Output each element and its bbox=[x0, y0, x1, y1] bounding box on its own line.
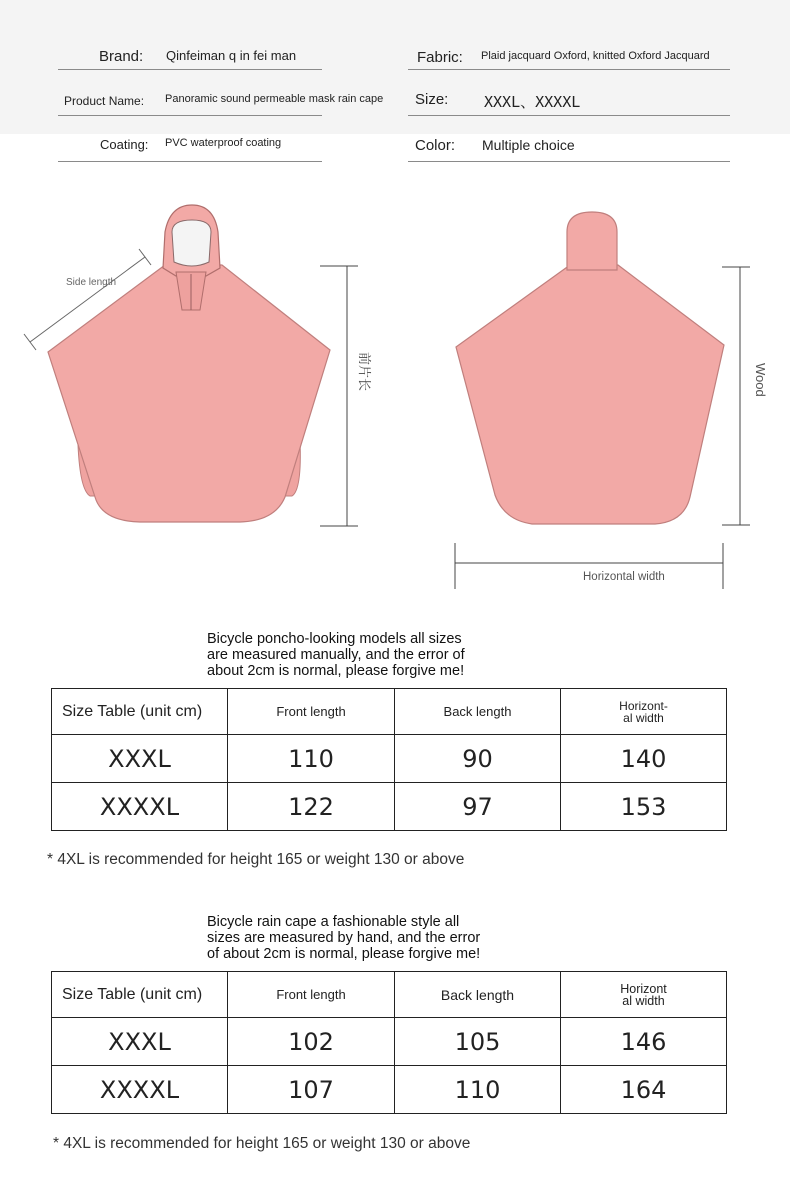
size-table-1 bbox=[51, 688, 727, 831]
table-row bbox=[52, 783, 727, 831]
table2-note-line: Bicycle rain cape a fashionable style all bbox=[207, 914, 460, 930]
front-cape-illustration bbox=[48, 205, 330, 522]
front-length-cell: 102 bbox=[228, 1018, 395, 1066]
header-front-length: Front length bbox=[228, 972, 395, 1018]
table-header-row bbox=[52, 689, 727, 735]
side-length-tick-end bbox=[139, 249, 151, 265]
coating-value: PVC waterproof coating bbox=[165, 137, 282, 149]
table2-footnote: * 4XL is recommended for height 165 or weight 130 or above bbox=[53, 1135, 471, 1152]
header-horizontal-width bbox=[561, 689, 727, 735]
table-header-row bbox=[52, 972, 727, 1018]
side-length-label: Side length bbox=[66, 277, 117, 288]
product-name-value: Panoramic sound permeable mask rain cape bbox=[165, 93, 384, 105]
horizontal-width-label: Horizontal width bbox=[583, 571, 665, 583]
fabric-value: Plaid jacquard Oxford, knitted Oxford Jacquard bbox=[481, 50, 710, 62]
table-row bbox=[52, 735, 727, 783]
horizontal-width-cell: 140 bbox=[561, 735, 727, 783]
table1-footnote: * 4XL is recommended for height 165 or weight 130 or above bbox=[47, 851, 465, 868]
back-length-label: Wood bbox=[753, 363, 768, 397]
table1-note-line: are measured manually, and the error of bbox=[207, 647, 465, 663]
color-label: Color: bbox=[415, 137, 456, 154]
table1-note-line: about 2cm is normal, please forgive me! bbox=[207, 663, 465, 679]
coating-label: Coating: bbox=[100, 137, 149, 152]
horizontal-width-cell: 164 bbox=[561, 1066, 727, 1114]
color-value: Multiple choice bbox=[482, 137, 575, 153]
size-cell: XXXXL bbox=[52, 783, 228, 831]
header-horizontal-width-line2: al width bbox=[623, 710, 664, 725]
back-cape-hood bbox=[567, 212, 617, 270]
horizontal-width-cell: 146 bbox=[561, 1018, 727, 1066]
fabric-label: Fabric: bbox=[417, 49, 463, 66]
brand-label: Brand: bbox=[99, 48, 144, 65]
header-horizontal-width bbox=[561, 972, 727, 1018]
horizontal-width-cell: 153 bbox=[561, 783, 727, 831]
back-length-cell: 97 bbox=[395, 783, 561, 831]
front-length-cell: 107 bbox=[228, 1066, 395, 1114]
size-cell: XXXL bbox=[52, 735, 228, 783]
size-cell: XXXL bbox=[52, 1018, 228, 1066]
back-length-cell: 90 bbox=[395, 735, 561, 783]
table2-note-line: sizes are measured by hand, and the error bbox=[207, 930, 481, 946]
back-cape-illustration bbox=[456, 212, 724, 524]
header-size-table: Size Table (unit cm) bbox=[52, 972, 228, 1018]
table1-note bbox=[207, 631, 465, 679]
front-cape-face-window bbox=[172, 220, 211, 266]
header-horizontal-width-line1: Horizont- bbox=[619, 698, 668, 713]
table1-note-line: Bicycle poncho-looking models all sizes bbox=[207, 631, 462, 647]
header-size-table: Size Table (unit cm) bbox=[52, 689, 228, 735]
back-length-cell: 105 bbox=[395, 1018, 561, 1066]
back-cape-body bbox=[456, 265, 724, 524]
back-length-cell: 110 bbox=[395, 1066, 561, 1114]
size-value: XXXL、XXXXL bbox=[484, 93, 581, 111]
size-label: Size: bbox=[415, 91, 449, 108]
front-length-label: 前片长 bbox=[356, 352, 371, 392]
header-front-length: Front length bbox=[228, 689, 395, 735]
table2-note bbox=[207, 914, 480, 962]
header-horizontal-width-line1: Horizont bbox=[620, 981, 667, 996]
header-back-length: Back length bbox=[395, 689, 561, 735]
side-length-tick-start bbox=[24, 334, 36, 350]
brand-value: Qinfeiman q in fei man bbox=[166, 48, 297, 63]
product-name-label: Product Name: bbox=[64, 94, 145, 108]
size-table-2 bbox=[51, 971, 727, 1114]
header-horizontal-width-line2: al width bbox=[622, 993, 665, 1008]
header-back-length: Back length bbox=[395, 972, 561, 1018]
size-cell: XXXXL bbox=[52, 1066, 228, 1114]
table2-note-line: of about 2cm is normal, please forgive me! bbox=[207, 946, 481, 962]
front-length-cell: 122 bbox=[228, 783, 395, 831]
table-row bbox=[52, 1018, 727, 1066]
table-row bbox=[52, 1066, 727, 1114]
front-length-cell: 110 bbox=[228, 735, 395, 783]
